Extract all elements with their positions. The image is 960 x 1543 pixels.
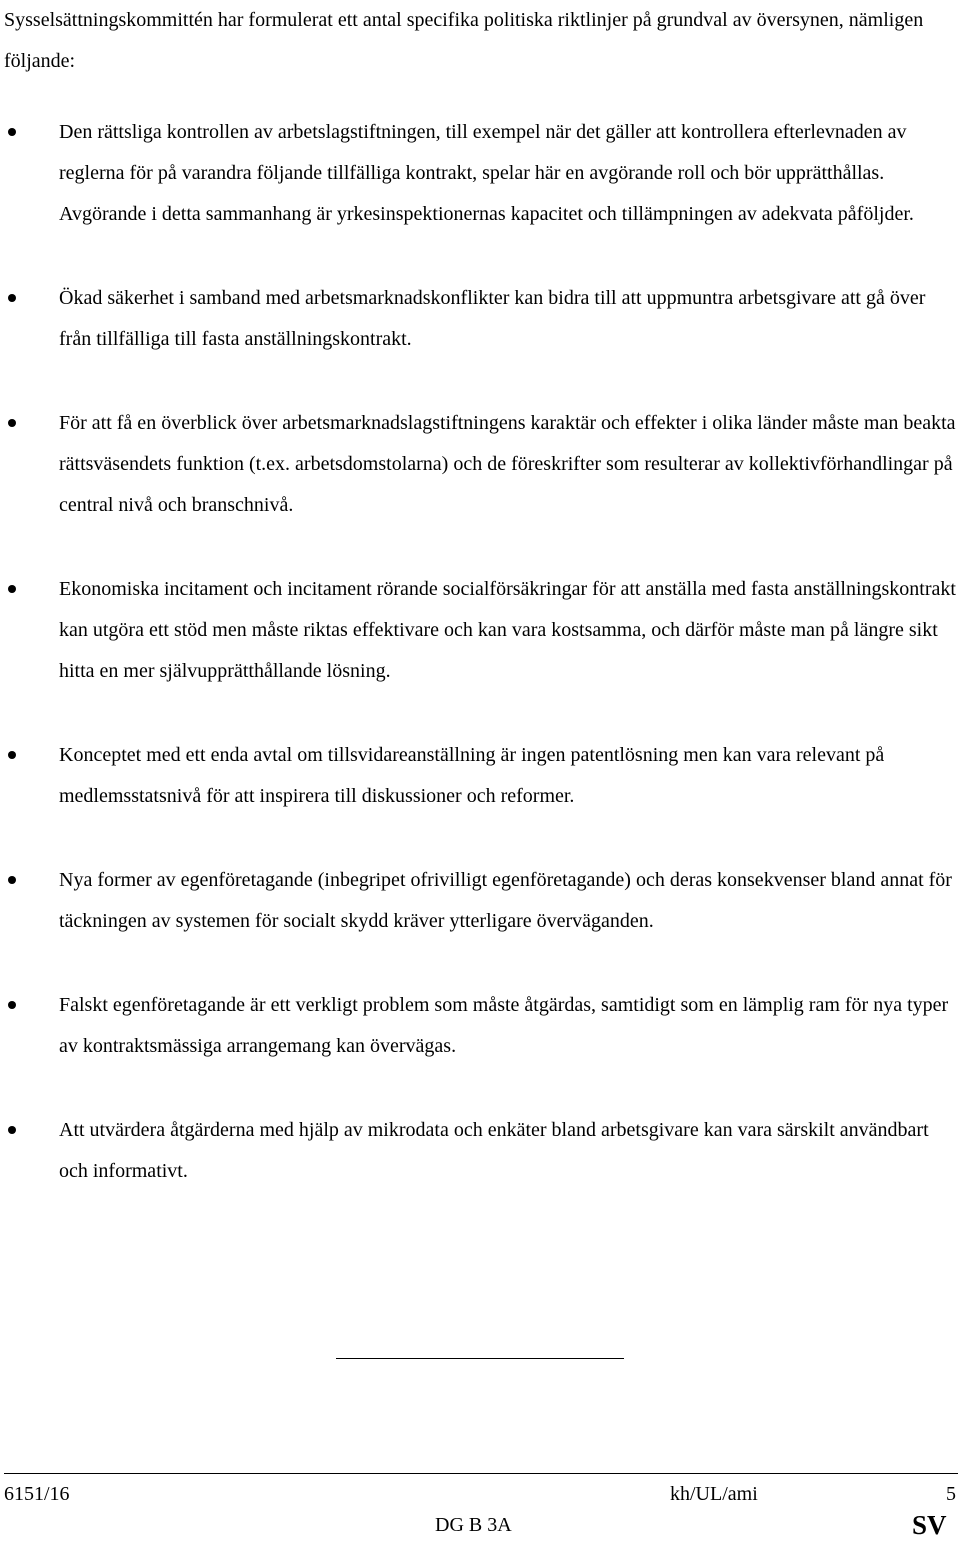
language-code: SV	[912, 1510, 947, 1540]
list-item-text: Ökad säkerhet i samband med arbetsmarknadskonflikter kan bidra till att uppmuntra arbetsgivare att gå över från tillfälliga till fasta anställningskontrakt.	[59, 287, 926, 350]
bullet-icon	[8, 128, 16, 136]
author-reference: kh/UL/ami	[670, 1483, 758, 1505]
list-item-text: Ekonomiska incitament och incitament rörande socialförsäkringar för att anställa med fasta anställningskontrakt kan utgöra ett stöd men måste riktas effektivare och kan vara kostsamma, och därför måste man på längre sikt hitta en mer självupprätthållande lösning.	[59, 578, 956, 682]
intro-paragraph: Sysselsättningskommittén har formulerat ett antal specifika politiska riktlinjer på grundval av översynen, nämligen följande:	[4, 9, 924, 72]
end-of-text-rule	[336, 1358, 624, 1359]
list-item	[0, 1110, 960, 1192]
list-item-text: För att få en överblick över arbetsmarknadslagstiftningens karaktär och effekter i olika länder måste man beakta rättsväsendets funktion (t.ex. arbetsdomstolarna) och de föreskrifter som resulterar av kollektivförhandlingar på central nivå och branschnivå.	[59, 412, 956, 516]
list-item	[0, 403, 960, 526]
bullet-icon	[8, 751, 16, 759]
list-item	[0, 985, 960, 1067]
document-number: 6151/16	[4, 1483, 70, 1505]
bullet-icon	[8, 1001, 16, 1009]
list-item	[0, 112, 960, 235]
list-item-text: Konceptet med ett enda avtal om tillsvidareanställning är ingen patentlösning men kan vara relevant på medlemsstatsnivå för att inspirera till diskussioner och reformer.	[59, 744, 885, 807]
footer-divider	[4, 1473, 958, 1474]
list-item-text: Att utvärdera åtgärderna med hjälp av mikrodata och enkäter bland arbetsgivare kan vara särskilt användbart och informativt.	[59, 1119, 929, 1182]
bullet-icon	[8, 585, 16, 593]
list-item-text: Falskt egenföretagande är ett verkligt problem som måste åtgärdas, samtidigt som en lämplig ram för nya typer av kontraktsmässiga arrangemang kan övervägas.	[59, 994, 949, 1057]
bullet-icon	[8, 294, 16, 302]
list-item	[0, 735, 960, 817]
policy-guidelines-list	[0, 112, 960, 1235]
list-item-text: Den rättsliga kontrollen av arbetslagstiftningen, till exempel när det gäller att kontrollera efterlevnaden av reglerna för på varandra följande tillfälliga kontrakt, spelar här en avgörande roll och bör upprätthållas. Avgörande i detta sammanhang är yrkesinspektionernas kapacitet och tillämpningen av adekvata påföljder.	[59, 121, 914, 225]
list-item	[0, 860, 960, 942]
bullet-icon	[8, 876, 16, 884]
list-item-text: Nya former av egenföretagande (inbegripet ofrivilligt egenföretagande) och deras konsekvenser bland annat för täckningen av systemen för socialt skydd kräver ytterligare överväganden.	[59, 869, 952, 932]
bullet-icon	[8, 419, 16, 427]
list-item	[0, 569, 960, 692]
bullet-icon	[8, 1126, 16, 1134]
list-item	[0, 278, 960, 360]
department-code: DG B 3A	[435, 1514, 512, 1536]
page-number: 5	[946, 1483, 956, 1505]
